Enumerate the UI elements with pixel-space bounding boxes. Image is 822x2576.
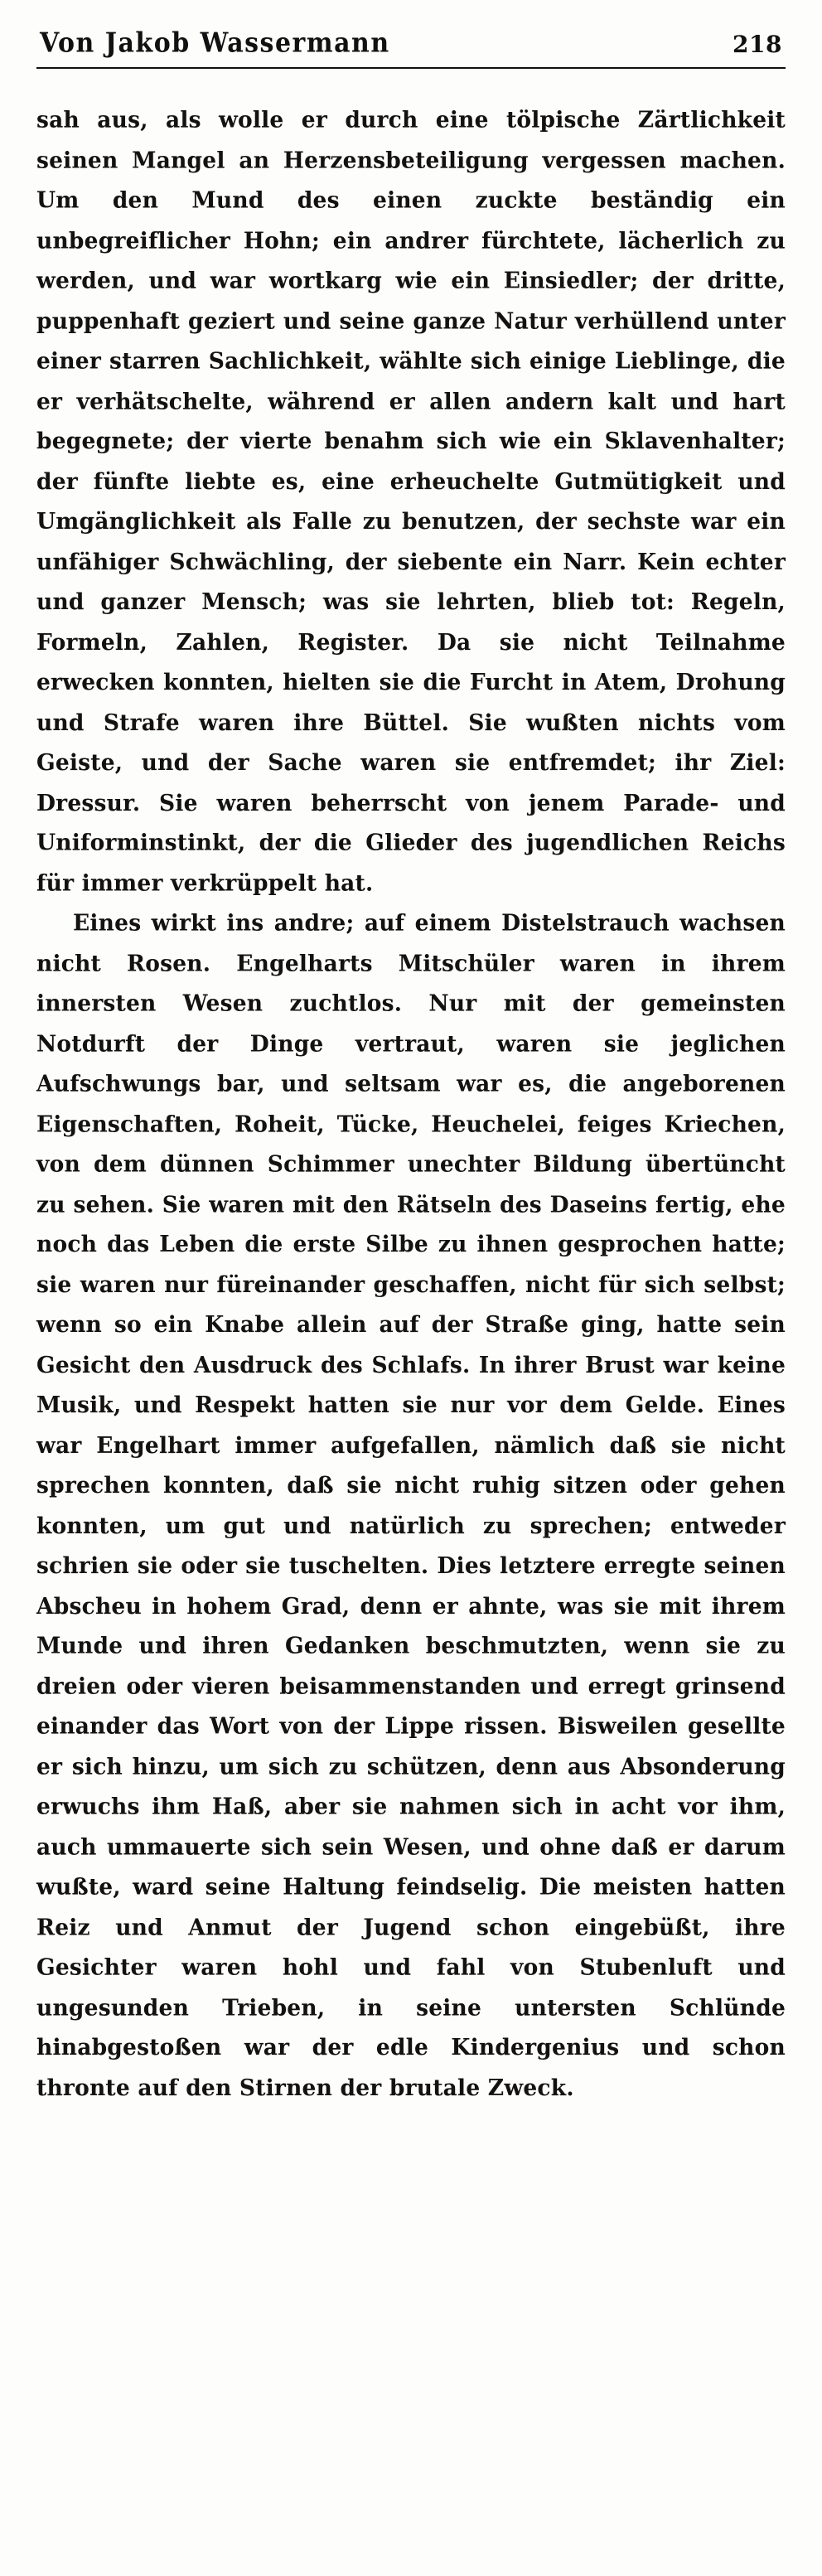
page-body — [36, 100, 786, 2109]
page-header — [36, 27, 786, 69]
running-title: Von Jakob Wassermann — [40, 27, 390, 59]
page-number: 218 — [733, 31, 782, 58]
paragraph: sah aus, als wolle er durch eine tölpische Zärtlichkeit seinen Mangel an Herzensbeteiligung vergessen machen. Um den Mund des einen zuckte beständig ein unbegreiflicher Hohn; ein andrer fürchtete, lächerlich zu werden, und war wortkarg wie ein Einsiedler; der dritte, puppenhaft geziert und seine ganze Natur verhüllend unter einer starren Sachlichkeit, wählte sich einige Lieblinge, die er verhätschelte, während er allen andern kalt und hart begegnete; der vierte benahm sich wie ein Sklavenhalter; der fünfte liebte es, eine erheuchelte Gutmütigkeit und Umgänglichkeit als Falle zu benutzen, der sechste war ein unfähiger Schwächling, der siebente ein Narr. Kein echter und ganzer Mensch; was sie lehrten, blieb tot: Regeln, Formeln, Zahlen, Register. Da sie nicht Teilnahme erwecken konnten, hielten sie die Furcht in Atem, Drohung und Strafe waren ihre Büttel. Sie wußten nichts vom Geiste, und der Sache waren sie entfremdet; ihr Ziel: Dressur. Sie waren beherrscht von jenem Parade- und Uniforminstinkt, der die Glieder des jugendlichen Reichs für immer verkrüppelt hat. — [36, 107, 786, 897]
paragraph: Eines wirkt ins andre; auf einem Distelstrauch wachsen nicht Rosen. Engelharts Mitschüler waren in ihrem innersten Wesen zuchtlos. Nur mit der gemeinsten Notdurft der Dinge vertraut, waren sie jeglichen Aufschwungs bar, und seltsam war es, die angeborenen Eigenschaften, Roheit, Tücke, Heuchelei, feiges Kriechen, von dem dünnen Schimmer unechter Bildung übertüncht zu sehen. Sie waren mit den Rätseln des Daseins fertig, ehe noch das Leben die erste Silbe zu ihnen gesprochen hatte; sie waren nur füreinander geschaffen, nicht für sich selbst; wenn so ein Knabe allein auf der Straße ging, hatte sein Gesicht den Ausdruck des Schlafs. In ihrer Brust war keine Musik, und Respekt hatten sie nur vor dem Gelde. Eines war Engelhart immer aufgefallen, nämlich daß sie nicht sprechen konnten, daß sie nicht ruhig sitzen oder gehen konnten, um gut und natürlich zu sprechen; entweder schrien sie oder sie tuschelten. Dies letztere erregte seinen Abscheu in hohem Grad, denn er ahnte, was sie mit ihrem Munde und ihren Gedanken beschmutzten, wenn sie zu dreien oder vieren beisammenstanden und erregt grinsend einander das Wort von der Lippe rissen. Bisweilen gesellte er sich hinzu, um sich zu schützen, denn aus Absonderung erwuchs ihm Haß, aber sie nahmen sich in acht vor ihm, auch ummauerte sich sein Wesen, und ohne daß er darum wußte, ward seine Haltung feindselig. Die meisten hatten Reiz und Anmut der Jugend schon eingebüßt, ihre Gesichter waren hohl und fahl von Stubenluft und ungesunden Trieben, in seine untersten Schlünde hinabgestoßen war der edle Kindergenius und schon thronte auf den Stirnen der brutale Zweck. — [36, 910, 786, 2101]
